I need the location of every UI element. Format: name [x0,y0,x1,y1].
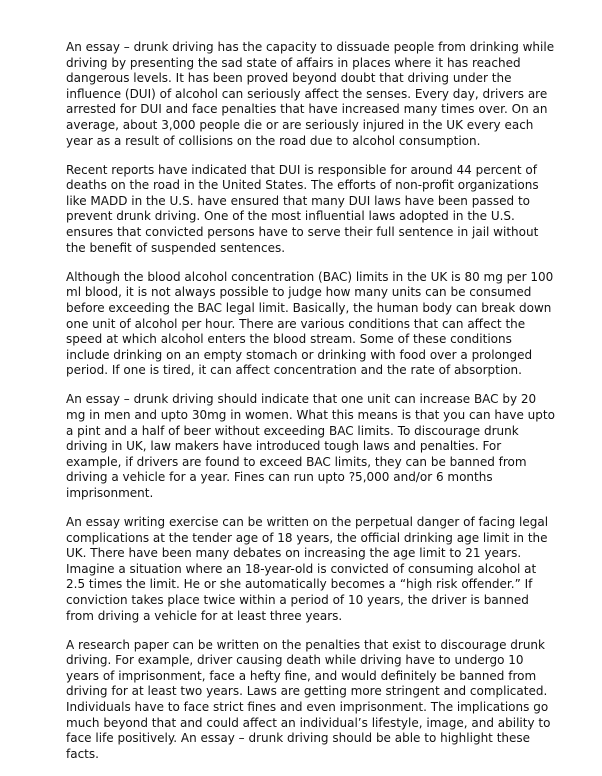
paragraph-research-paper: A research paper can be written on the penalties that exist to discourage drunk driving. For example, driver causing death while driving have to undergo 10 years of imprisonment, face a hefty fine, and would definitely be banned from driving for at least two years. Laws are getting more stringent and complicated. Individuals have to face strict fines and even imprisonment. The implications go much beyond that and could affect an individual’s lifestyle, image, and ability to face life positively. An essay – drunk driving should be able to highlight these facts. [66,637,551,761]
paragraph-us-statistics: Recent reports have indicated that DUI is responsible for around 44 percent of deaths on the road in the United States. The efforts of non-profit organizations like MADD in the U.S. have ensured that many DUI laws have been passed to prevent drunk driving. One of the most influential laws adopted in the U.S. ensures that convicted persons have to serve their full sentence in jail without the benefit of suspended sentences. [66,162,539,255]
paragraph-bac-limits: Although the blood alcohol concentration (BAC) limits in the UK is 80 mg per 100 ml blood, it is not always possible to judge how many units can be consumed before exceeding the BAC legal limit. Basically, the human body can break down one unit of alcohol per hour. There are various conditions that can affect the speed at which alcohol enters the blood stream. Some of these conditions include drinking on an empty stomach or drinking with food over a prolonged period. If one is tired, it can affect concentration and the rate of absorption. [66,269,554,378]
document-body [66,40,556,776]
paragraph-intro: An essay – drunk driving has the capacity to dissuade people from drinking while driving by presenting the sad state of affairs in places where it has reached dangerous levels. It has been proved beyond doubt that driving under the influence (DUI) of alcohol can seriously affect the senses. Every day, drivers are arrested for DUI and face penalties that have increased many times over. On an average, about 3,000 people die or are seriously injured in the UK every each year as a result of collisions on the road due to alcohol consumption. [66,40,555,148]
paragraph-units-and-penalties: An essay – drunk driving should indicate that one unit can increase BAC by 20 mg in men and upto 30mg in women. What this means is that you can have upto a pint and a half of beer without exceeding BAC limits. To discourage drunk driving in UK, law makers have introduced tough laws and penalties. For example, if drivers are found to exceed BAC limits, they can be banned from driving a vehicle for a year. Fines can run upto ?5,000 and/or 6 months imprisonment. [66,392,555,500]
paragraph-age-limit: An essay writing exercise can be written on the perpetual danger of facing legal complications at the tender age of 18 years, the official drinking age limit in the UK. There have been many debates on increasing the age limit to 21 years. Imagine a situation where an 18-year-old is convicted of consuming alcohol at 2.5 times the limit. He or she automatically becomes a “high risk offender.” If conviction takes place twice within a period of 10 years, the driver is banned from driving a vehicle for at least three years. [66,515,549,623]
